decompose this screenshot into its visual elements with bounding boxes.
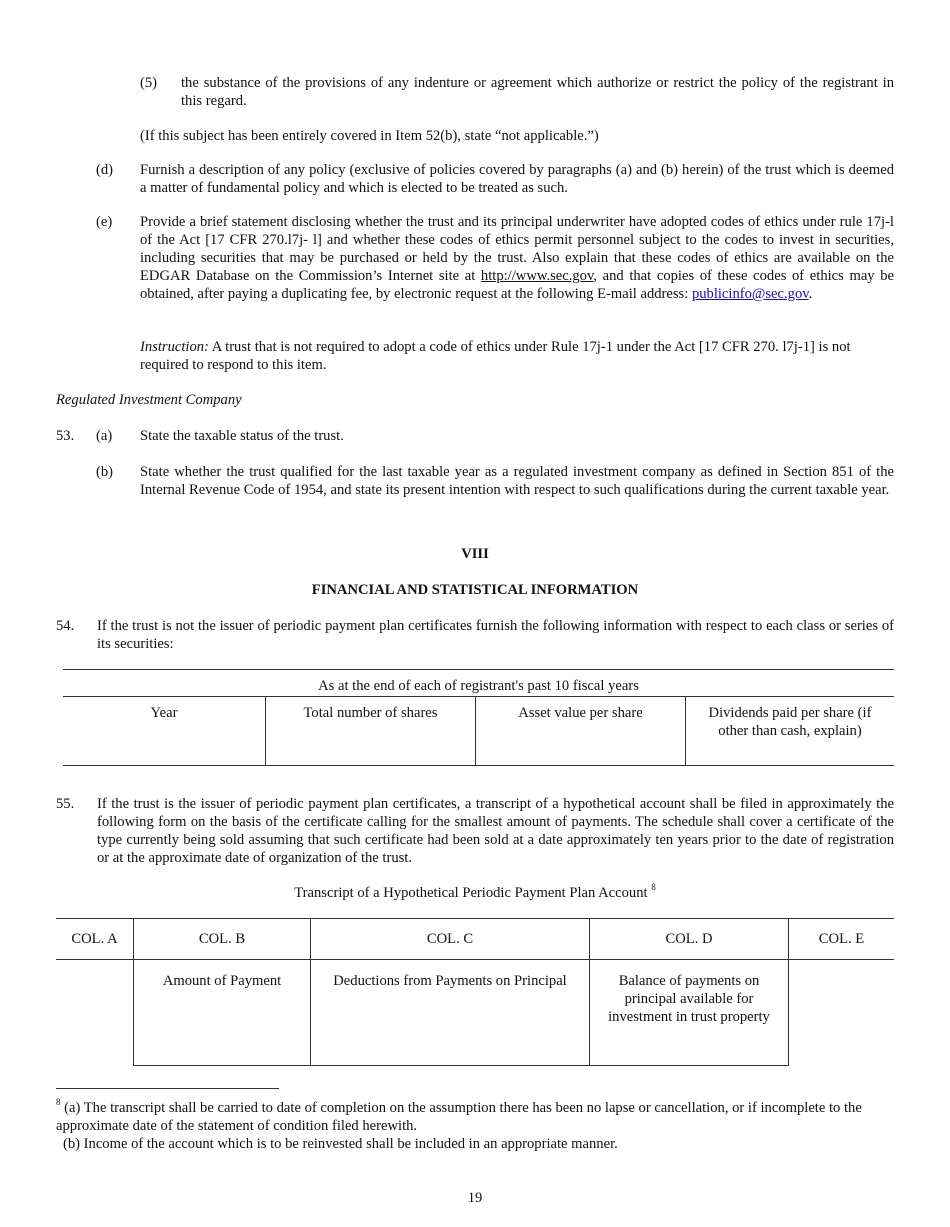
item-e-text-before: Provide a brief statement disclosing whether the trust and its principal underwriter have adopted codes of ethics under rule 17j-l of the Act [17 CFR 270.l7j- l] and whether these codes of ethics permit personnel subject to the codes to invest in securities, including securities that may be purchased or held by the trust. Also explain that these codes of ethics are available on the EDGAR Database on the Commission’s Internet site at: [140, 214, 894, 284]
item-53-number: 53.: [56, 428, 75, 444]
instruction-text: A trust that is not required to adopt a code of ethics under Rule 17j-1 under the Act [17 CFR 270. l7j-1] is not required to respond to this item.: [140, 339, 851, 373]
item-53a-text: State the taxable status of the trust.: [140, 428, 344, 444]
header-dividends: Dividends paid per share (if other than cash, explain): [686, 697, 895, 766]
item-5-label: (5): [140, 75, 158, 91]
part-number: VIII: [461, 546, 489, 562]
item-53b-text: State whether the trust qualified for the last taxable year as a regulated investment company as defined in Section 851 of the Internal Revenue Code of 1954, and state its present intention with respect to such qualifications during the current taxable year.: [140, 464, 894, 498]
item-55-number: 55.: [56, 796, 75, 812]
item-55-text: If the trust is the issuer of periodic payment plan certificates, a transcript of a hypothetical account shall be filed in approximately the following form on the basis of the certificate calling for the smallest amount of payments. The schedule shall cover a certificate of the type currently being sold assuming that such certificate had been sold at a date approximately ten years prior to the date of registration or at the approximate date of organization of the trust.: [97, 796, 894, 866]
header-year: Year: [63, 697, 266, 766]
item-e-text: [140, 213, 894, 303]
item-5-text: the substance of the provisions of any indenture or agreement which authorize or restrict the policy of the registrant in this regard.: [181, 75, 894, 109]
col-a-header: COL. A: [56, 919, 134, 960]
page-number: 19: [467, 1190, 483, 1206]
item-52-note: (If this subject has been entirely covered in Item 52(b), state “not applicable.”): [140, 128, 599, 144]
col-e-header: COL. E: [789, 919, 895, 960]
footnote-a-text: (a) The transcript shall be carried to date of completion on the assumption there has been no lapse or cancellation, or if incomplete to the approximate date of the statement of condition filed herewith.: [56, 1100, 862, 1134]
transcript-table: [56, 918, 894, 1066]
instruction-label: Instruction:: [140, 339, 209, 355]
sec-url[interactable]: http://www.sec.gov: [480, 268, 594, 284]
col-e-desc: [789, 960, 895, 1066]
col-c-desc: Deductions from Payments on Principal: [311, 960, 590, 1066]
item-d-text: Furnish a description of any policy (exclusive of policies covered by paragraphs (a) and (b) herein) of the trust which is deemed a matter of fundamental policy and which is elected to be treated as such.: [140, 162, 894, 196]
col-d-header: COL. D: [590, 919, 789, 960]
col-c-header: COL. C: [311, 919, 590, 960]
fiscal-years-caption: As at the end of each of registrant's past 10 fiscal years: [63, 670, 894, 697]
item-e-label: (e): [96, 214, 113, 230]
item-e-text-after: .: [808, 286, 813, 302]
transcript-footnote-ref[interactable]: 8: [651, 882, 656, 893]
footnote-a: [56, 1099, 894, 1135]
footnote-marker: 8: [56, 1097, 61, 1108]
transcript-title: Transcript of a Hypothetical Periodic Payment Plan Account: [294, 885, 648, 901]
item-54-number: 54.: [56, 618, 75, 634]
col-d-desc: Balance of payments on principal available for investment in trust property: [590, 960, 789, 1066]
item-54-text: If the trust is not the issuer of periodic payment plan certificates furnish the following information with respect to each class or series of its securities:: [97, 618, 894, 652]
email-link[interactable]: publicinfo@sec.gov: [691, 286, 809, 302]
col-a-desc: [56, 960, 134, 1066]
footnote-separator: [56, 1088, 279, 1089]
col-b-desc: Amount of Payment: [134, 960, 311, 1066]
item-d-label: (d): [96, 162, 114, 178]
header-asset-value: Asset value per share: [476, 697, 686, 766]
transcript-title-line: [56, 884, 894, 902]
item-e-text-middle: , and that copies of these codes of ethics may be obtained, after paying a duplicating fee, by electronic request at the following E-mail address:: [140, 268, 894, 302]
section-heading-ric: Regulated Investment Company: [56, 392, 242, 408]
item-53a-label: (a): [96, 428, 113, 444]
instruction-paragraph: [140, 338, 894, 374]
part-title: FINANCIAL AND STATISTICAL INFORMATION: [311, 582, 639, 598]
col-b-header: COL. B: [134, 919, 311, 960]
item-53b-label: (b): [96, 464, 114, 480]
header-total-shares: Total number of shares: [266, 697, 476, 766]
fiscal-years-table: [63, 669, 894, 766]
footnote-b: (b) Income of the account which is to be reinvested shall be included in an appropriate manner.: [63, 1136, 618, 1152]
